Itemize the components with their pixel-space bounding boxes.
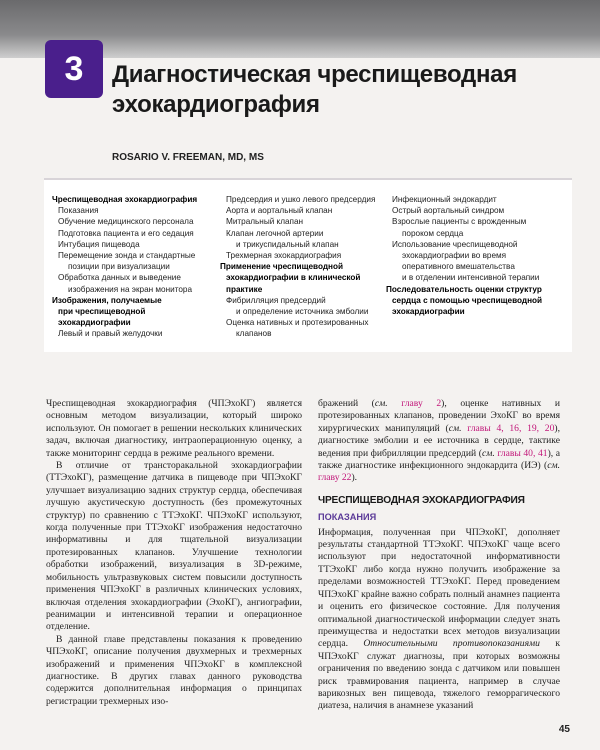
outline-item: Оценка нативных и протезированных bbox=[226, 318, 369, 328]
outline-item: позиции при визуализации bbox=[68, 262, 170, 272]
chapter-author: ROSARIO V. FREEMAN, MD, MS bbox=[112, 152, 264, 163]
outline-item: Фибрилляция предсердий bbox=[226, 295, 326, 305]
subsection-heading: ПОКАЗАНИЯ bbox=[318, 512, 377, 523]
paragraph-text: к ЧПЭхоКГ служат диагнозы, при которых возможны ограничения по введению зонда с датчиком или повышен риск травмирования пациента, например в случае варикозных вен пищевода, тяжелого геморрагического диатеза, наличия в анамнезе указаний bbox=[318, 638, 561, 712]
see-reference-label: см. bbox=[481, 447, 495, 459]
page-number: 45 bbox=[558, 724, 570, 735]
outline-item: Обучение медицинского персонала bbox=[58, 217, 194, 227]
outline-item: Клапан легочной артерии bbox=[226, 228, 324, 238]
outline-item: эхокардиографии в клинической bbox=[226, 273, 361, 283]
outline-item: Взрослые пациенты с врожденным bbox=[392, 217, 527, 227]
outline-item: эхокардиографии bbox=[392, 307, 465, 317]
outline-column-3 bbox=[386, 194, 570, 317]
outline-item: Митральный клапан bbox=[226, 217, 304, 227]
outline-item: и определение источника эмболии bbox=[236, 307, 369, 317]
body-paragraph: В отличие от трансторакальной эхокардиографии (ТТЭхоКГ), размещение датчика в пищеводе при ЧПЭхоКГ улучшает визуализацию задних структур сердца, обеспечивая лучшую акустическую доступность (без промежуточных структур) по сравнению с ТТЭхоКГ. ЧПЭхоКГ используют, когда полученные при ТТЭхоКГ изображения недостаточно информативны и для тщательной визуализации протезированных клапанов. Улучшение технологии обработки изображений, визуализация в 3D-режиме, мобильность ультразвуковых систем повысили доступность применения ЧПЭхоКГ в различных клинических условиях, включая отделения эхокардиографии (ЭхоКГ), ангиографии, реанимации и интенсивной терапии и операционное отделение. bbox=[46, 460, 302, 633]
outline-item: и в отделении интенсивной терапии bbox=[402, 273, 540, 283]
outline-item: эхокардиографии bbox=[58, 318, 131, 328]
outline-item: Изображения, получаемые bbox=[52, 295, 162, 305]
outline-column-2 bbox=[220, 194, 390, 340]
body-right-column bbox=[318, 398, 560, 713]
outline-item: Использование чреспищеводной bbox=[392, 239, 518, 249]
chapter-reference-link: главы 4, 16, 19, 20 bbox=[461, 422, 555, 434]
outline-item: Перемещение зонда и стандартные bbox=[58, 251, 196, 261]
paragraph-text: ). bbox=[351, 472, 358, 484]
outline-item: сердца с помощью чреспищеводной bbox=[392, 295, 543, 305]
body-paragraph: Чреспищеводная эхокардиография (ЧПЭхоКГ) является основным методом визуализации, который широко используют. Он помогает в решении нескольких клинических задач, включая диагностику, интраоперационную оценку, а также мониторинг сердца в режиме реального времени. bbox=[46, 398, 302, 459]
chapter-title: Диагностическая чреспищеводная эхокардиография bbox=[112, 61, 517, 118]
outline-item: пороком сердца bbox=[402, 228, 464, 238]
see-reference-label: см. bbox=[448, 422, 462, 434]
see-reference-label: см. bbox=[547, 460, 560, 472]
chapter-number-badge: 3 bbox=[45, 40, 103, 98]
chapter-reference-link: главы 40, 41 bbox=[494, 447, 548, 459]
outline-item: Последовательность оценки структур bbox=[386, 284, 542, 294]
outline-item: клапанов bbox=[236, 329, 272, 339]
outline-item: Аорта и аортальный клапан bbox=[226, 206, 333, 216]
outline-item: Подготовка пациента и его седация bbox=[58, 228, 194, 238]
emphasis-text: Относительными противопоказаниями bbox=[363, 638, 540, 650]
outline-item: практике bbox=[226, 284, 263, 294]
outline-item: и трикуспидальный клапан bbox=[236, 239, 339, 249]
body-paragraph: В данной главе представлены показания к проведению ЧПЭхоКГ, описание получения двухмерных и трехмерных изображений и применения ЧПЭхоКГ в комплексной диагностике. В других главах данного руководства содержится дополнительная информация о принципах регистрации трехмерных изо- bbox=[46, 633, 302, 707]
see-reference-label: см. bbox=[374, 398, 388, 409]
outline-item: оперативного вмешательства bbox=[402, 262, 515, 272]
paragraph-text: ), а также диагностике инфекционного эндокардита (ИЭ) ( bbox=[318, 447, 560, 472]
outline-item: при чреспищеводной bbox=[58, 307, 146, 317]
outline-item: изображения на экран монитора bbox=[68, 284, 193, 294]
outline-item: Предсердия и ушко левого предсердия bbox=[226, 195, 376, 204]
outline-item: Показания bbox=[58, 206, 99, 216]
outline-item: Применение чреспищеводной bbox=[220, 262, 344, 272]
chapter-reference-link: главу 22 bbox=[318, 472, 352, 484]
outline-item: Чреспищеводная эхокардиография bbox=[52, 195, 198, 204]
chapter-reference-link: главу 2 bbox=[387, 398, 442, 409]
paragraph-text: бражений ( bbox=[318, 398, 375, 409]
outline-item: эхокардиографии во время bbox=[402, 251, 507, 261]
body-left-column bbox=[46, 398, 302, 708]
outline-column-1 bbox=[52, 194, 222, 340]
chapter-outline bbox=[44, 178, 572, 352]
outline-item: Острый аортальный синдром bbox=[392, 206, 505, 216]
body-paragraph bbox=[318, 527, 560, 713]
outline-item: Интубация пищевода bbox=[58, 239, 140, 249]
body-paragraph-references bbox=[318, 398, 560, 485]
paragraph-text: Информация, полученная при ЧПЭхоКГ, дополняет результаты стандартной ТТЭхоКГ. ЧПЭхоКГ чаще всего используют при недостаточной информативности ТТЭхоКГ либо когда нужно получить изображение за пределами возможностей ТТЭхоКГ. Перед проведением ЧПЭхоКГ крайне важно собрать полный анамнез пациента и оценить его физическое состояние. Для получения оптимальной диагностической информации следует знать преимущества и недостатки всех методов визуализации сердца. bbox=[318, 526, 560, 650]
paragraph-text: ), диагностике эмболии и ее источника в сердце, тактике ведения при фибрилляции предсердий ( bbox=[318, 422, 560, 459]
outline-item: Инфекционный эндокардит bbox=[392, 195, 497, 204]
outline-item: Левый и правый желудочки bbox=[58, 329, 163, 339]
paragraph-text: ), оценке нативных и протезированных клапанов, проведении ЭхоКГ во время хирургических манипуляций ( bbox=[318, 398, 560, 434]
section-heading: ЧРЕСПИЩЕВОДНАЯ ЭХОКАРДИОГРАФИЯ bbox=[318, 494, 525, 506]
outline-item: Трехмерная эхокардиография bbox=[226, 251, 342, 261]
outline-item: Обработка данных и выведение bbox=[58, 273, 181, 283]
